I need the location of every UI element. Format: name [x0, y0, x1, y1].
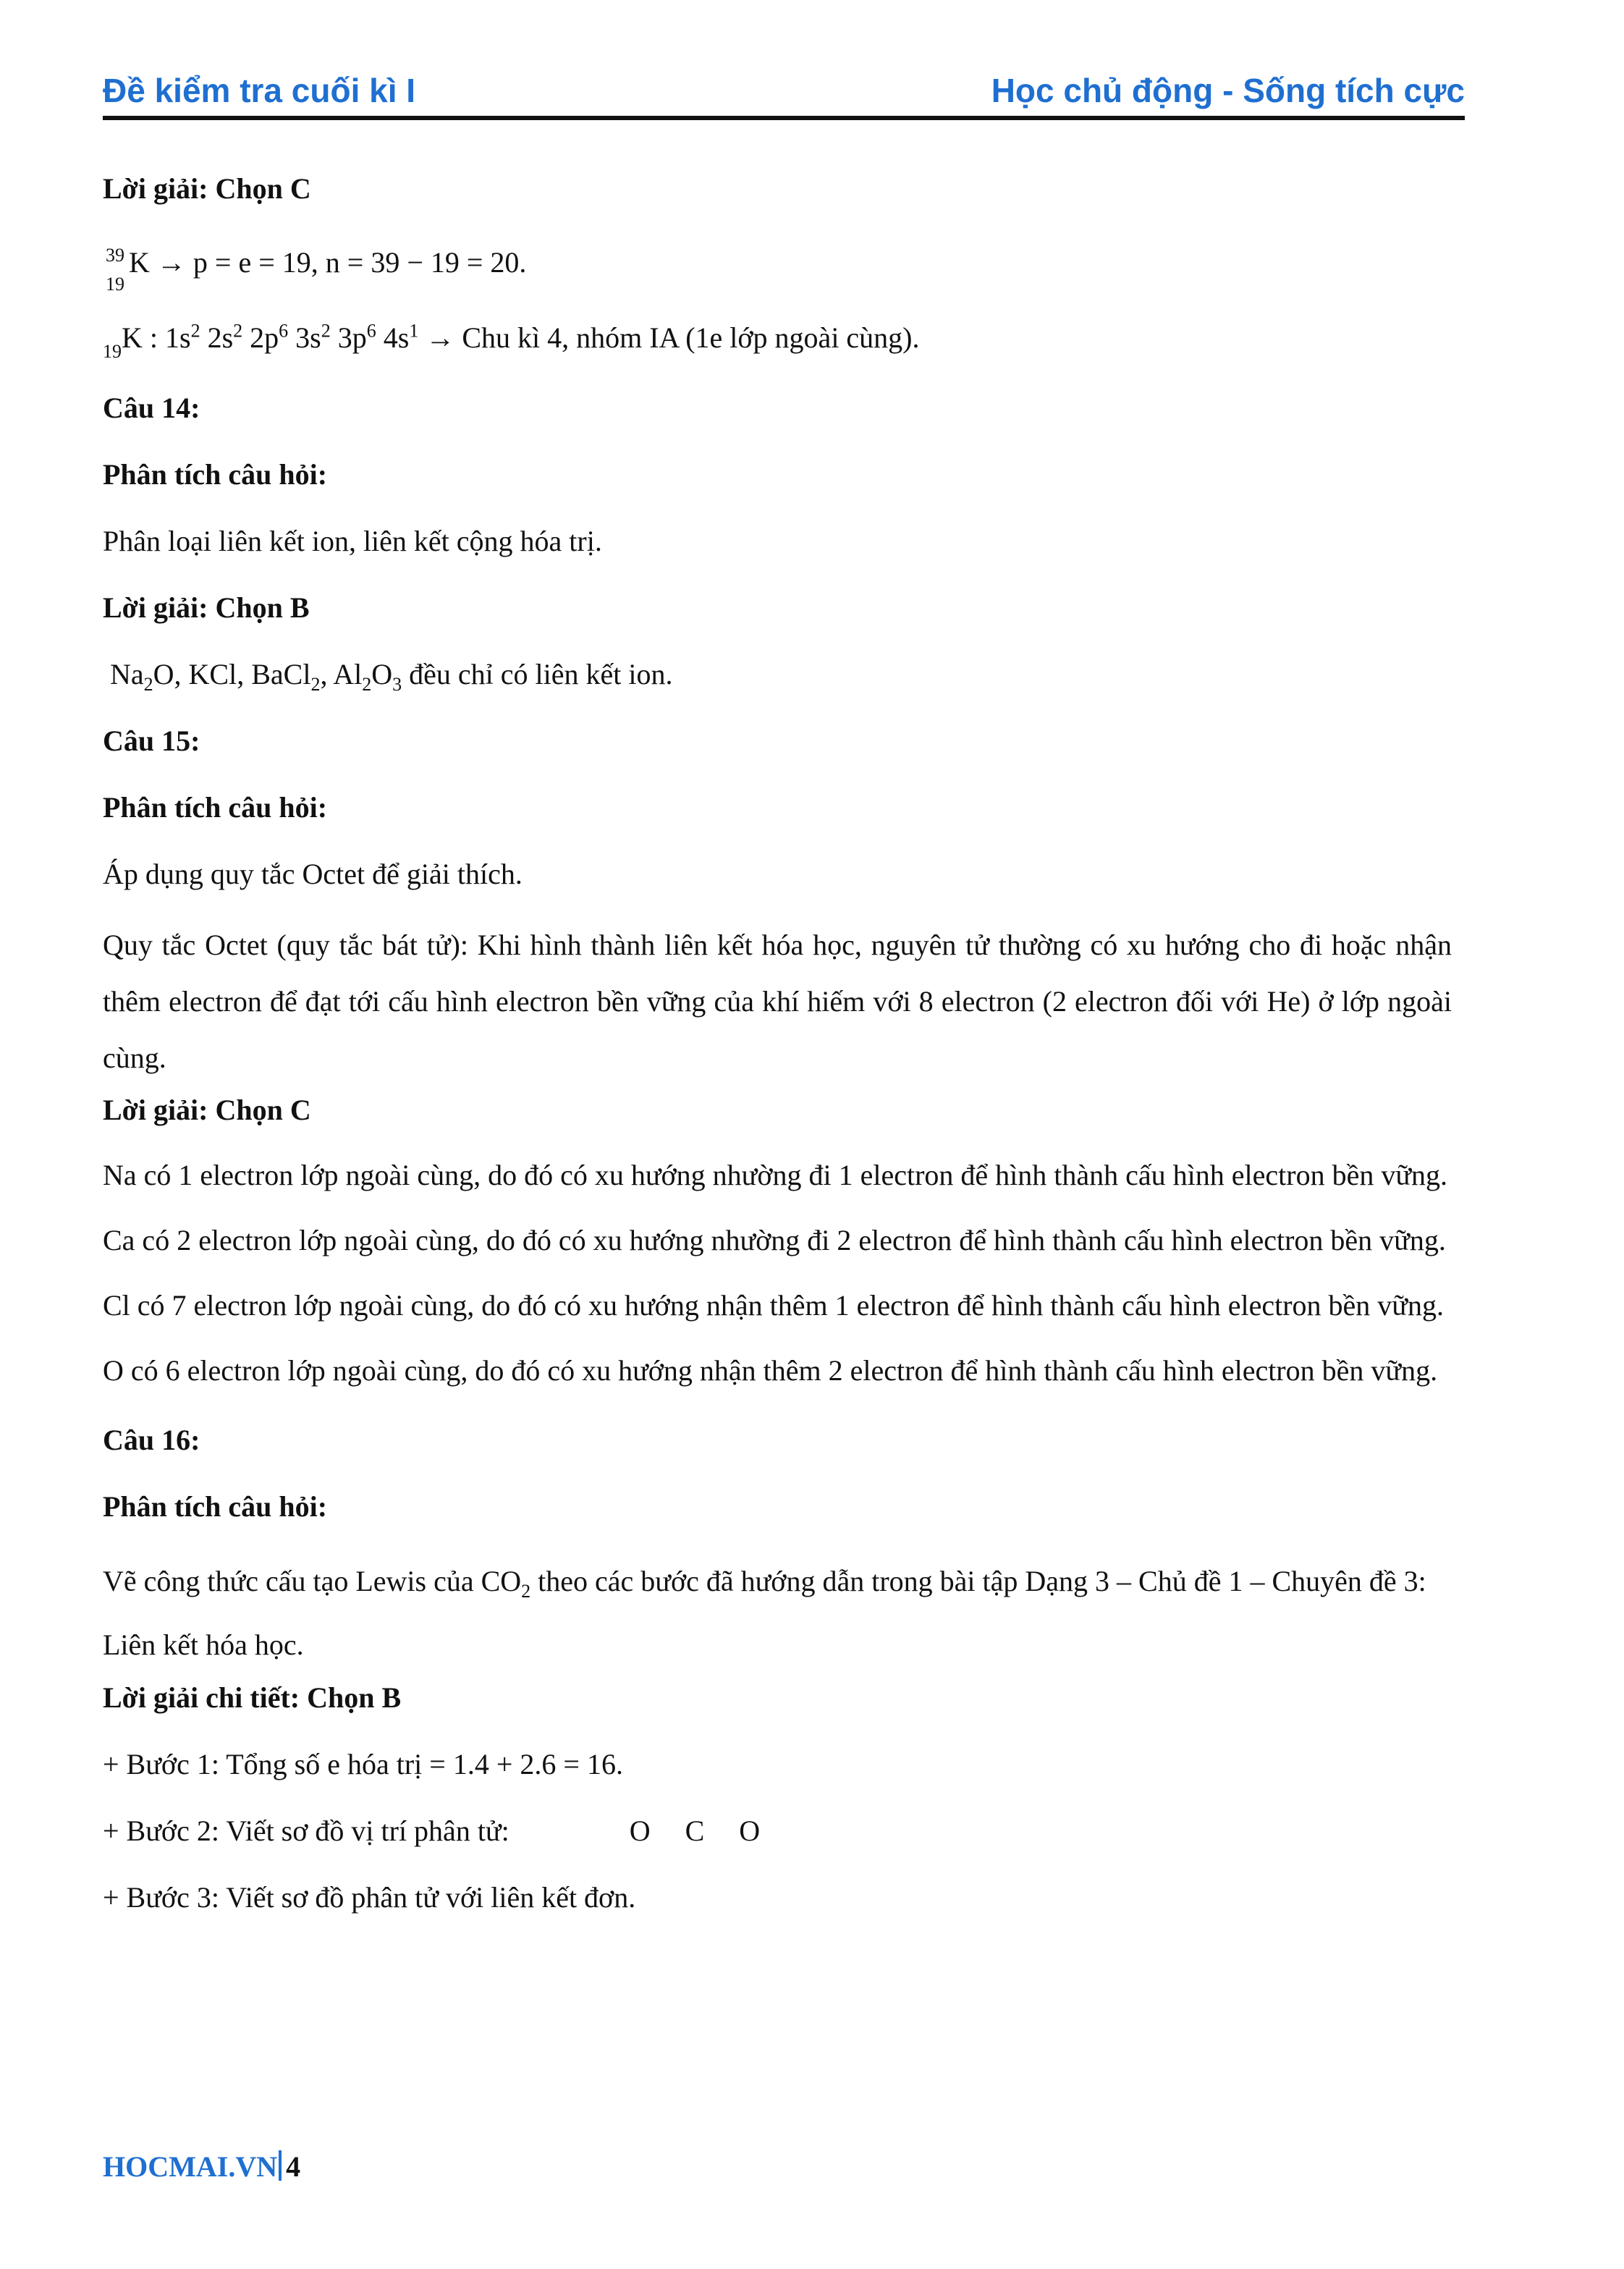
q13-isotope-equation: 39 19 K → p = e = 19, n = 39 − 19 = 20.	[103, 242, 1452, 284]
q14-answer: Lời giải: Chọn B	[103, 591, 310, 624]
q16-step3: + Bước 3: Viết sơ đồ phân tử với liên kết đơn.	[103, 1881, 636, 1914]
q14-analysis: Phân loại liên kết ion, liên kết cộng hóa trị.	[103, 525, 602, 557]
q14-analysis-label: Phân tích câu hỏi:	[103, 458, 328, 491]
q14-compounds: $Na_2O$, KCl, BaCl$_2$, $Al_2O_3$ đều chỉ có liên kết ion.	[103, 658, 673, 695]
header-right-title: Học chủ động - Sống tích cực	[991, 72, 1465, 109]
q16-title: Câu 16:	[103, 1424, 200, 1456]
q16-step2: + Bước 2: Viết sơ đồ vị trí phân tử: O C O	[103, 1814, 761, 1847]
q13-electron-config: $_{19}$K : $1s^2$ $2s^2$ $2p^6$ $3s^2$ $3p^6$ $4s^1$ → Chu kì 4, nhóm IA (1e lớp ngoài cùng).	[103, 320, 920, 362]
header-left-title: Đề kiểm tra cuối kì I	[103, 72, 416, 109]
header-divider	[103, 116, 1465, 120]
q16-answer: Lời giải chi tiết: Chọn B	[103, 1681, 402, 1714]
q13-answer: Lời giải: Chọn C	[103, 172, 311, 205]
q15-analysis: Áp dụng quy tắc Octet để giải thích.	[103, 858, 523, 890]
q15-analysis-label: Phân tích câu hỏi:	[103, 791, 328, 824]
footer-divider	[279, 2150, 282, 2181]
q15-answer: Lời giải: Chọn C	[103, 1094, 311, 1126]
q15-line-cl: Cl có 7 electron lớp ngoài cùng, do đó có xu hướng nhận thêm 1 electron để hình thành cấu hình electron bền vững.	[103, 1289, 1444, 1322]
q16-analysis-label: Phân tích câu hỏi:	[103, 1490, 328, 1523]
footer-site: HOCMAI.VN	[103, 2150, 278, 2183]
atom-o-right: O	[739, 1814, 761, 1847]
q16-step1: + Bước 1: Tổng số e hóa trị = 1.4 + 2.6 = 16.	[103, 1748, 623, 1780]
q16-analysis: Vẽ công thức cấu tạo Lewis của $CO_2$ theo các bước đã hướng dẫn trong bài tập Dạng 3 – Chủ đề 1 – Chuyên đề 3: Liên kết hóa học.	[103, 1565, 1426, 1661]
q15-line-na: Na có 1 electron lớp ngoài cùng, do đó có xu hướng nhường đi 1 electron để hình thành cấu hình electron bền vững.	[103, 1159, 1448, 1191]
q15-rule: Quy tắc Octet (quy tắc bát tử): Khi hình thành liên kết hóa học, nguyên tử thường có xu hướng cho đi hoặc nhận thêm electron để đạt tới cấu hình electron bền vững của khí hiếm với 8 electron (2 electron đối với He) ở lớp ngoài cùng.	[103, 929, 1452, 1074]
page-footer	[103, 2150, 300, 2184]
isotope-notation: 39 19	[106, 245, 124, 295]
q15-line-ca: Ca có 2 electron lớp ngoài cùng, do đó có xu hướng nhường đi 2 electron để hình thành cấu hình electron bền vững.	[103, 1224, 1446, 1256]
q14-title: Câu 14:	[103, 392, 200, 424]
document-body	[103, 161, 1452, 1919]
q15-line-o: O có 6 electron lớp ngoài cùng, do đó có xu hướng nhận thêm 2 electron để hình thành cấu hình electron bền vững.	[103, 1354, 1438, 1387]
atom-c: C	[685, 1814, 705, 1847]
page-number: 4	[286, 2150, 301, 2183]
q15-title: Câu 15:	[103, 724, 200, 757]
atom-o-left: O	[629, 1814, 651, 1847]
